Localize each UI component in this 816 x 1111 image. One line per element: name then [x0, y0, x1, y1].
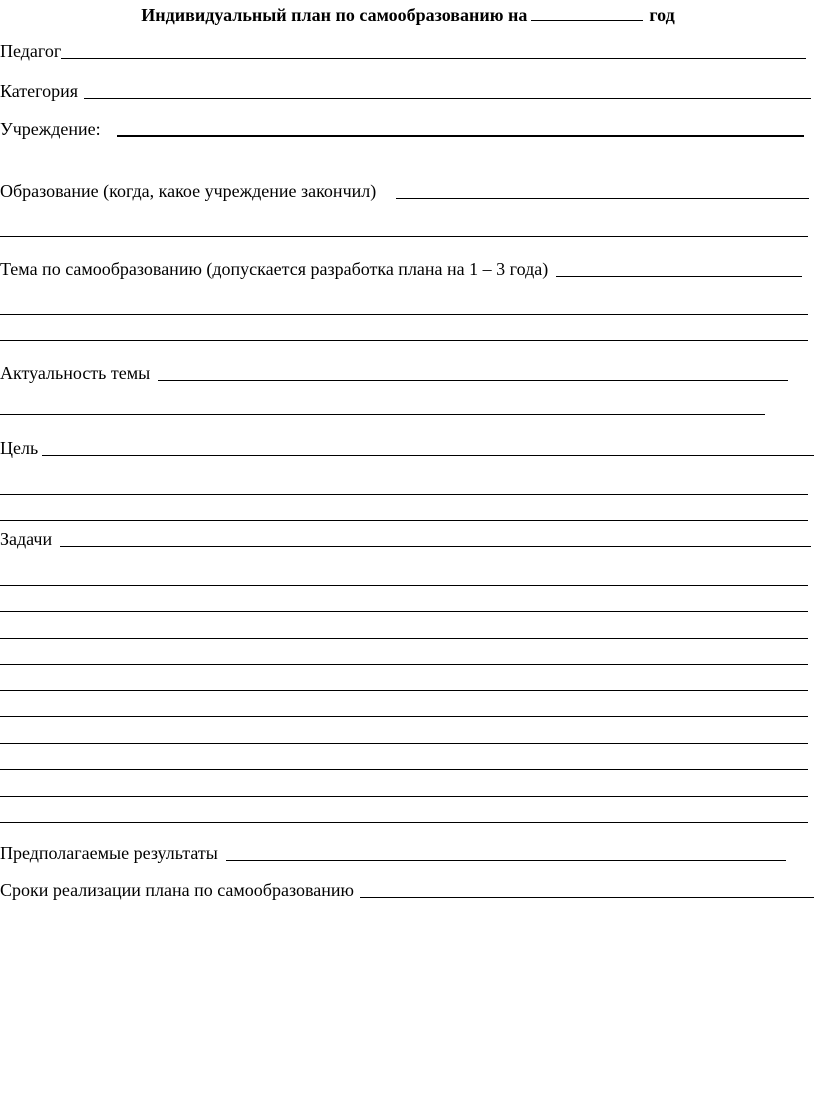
education-blank[interactable] [396, 198, 809, 199]
deadlines-row [0, 879, 814, 901]
category-row [0, 80, 811, 102]
goal-label: Цель [0, 438, 39, 458]
institution-label: Учреждение: [0, 119, 101, 139]
teacher-label: Педагог [0, 41, 62, 61]
tasks-row [0, 528, 811, 550]
tasks-blank-line-7[interactable] [0, 716, 808, 717]
institution-blank[interactable] [117, 135, 804, 137]
education-blank-line-2[interactable] [0, 236, 808, 237]
goal-blank[interactable] [42, 455, 814, 456]
education-label: Образование (когда, какое учреждение закончил) [0, 181, 377, 201]
category-blank[interactable] [84, 98, 811, 99]
tasks-blank-line-5[interactable] [0, 664, 808, 665]
relevance-blank-line-2[interactable] [0, 414, 765, 415]
tasks-label: Задачи [0, 529, 53, 549]
tasks-blank-line-6[interactable] [0, 690, 808, 691]
tasks-blank-line-9[interactable] [0, 769, 808, 770]
teacher-blank[interactable] [61, 58, 806, 59]
topic-blank-line-2[interactable] [0, 314, 808, 315]
tasks-blank-line-2[interactable] [0, 585, 808, 586]
goal-row [0, 437, 814, 459]
expected-results-blank[interactable] [226, 860, 786, 861]
topic-row [0, 258, 802, 280]
expected-results-row [0, 842, 786, 864]
title-year-word: год [649, 5, 675, 25]
expected-results-label: Предполагаемые результаты [0, 843, 218, 863]
relevance-row [0, 362, 788, 384]
tasks-blank-line-8[interactable] [0, 743, 808, 744]
tasks-blank-line-4[interactable] [0, 638, 808, 639]
title-text: Индивидуальный план по самообразованию на [141, 5, 528, 25]
topic-blank[interactable] [556, 276, 802, 277]
deadlines-label: Сроки реализации плана по самообразованию [0, 880, 354, 900]
year-blank[interactable] [531, 19, 643, 21]
education-row [0, 180, 809, 202]
institution-row [0, 118, 804, 140]
goal-blank-line-3[interactable] [0, 520, 808, 521]
relevance-blank[interactable] [158, 380, 788, 381]
goal-blank-line-2[interactable] [0, 494, 808, 495]
tasks-blank[interactable] [60, 546, 811, 547]
tasks-blank-line-11[interactable] [0, 822, 808, 823]
tasks-blank-line-10[interactable] [0, 796, 808, 797]
category-label: Категория [0, 81, 78, 101]
tasks-blank-line-3[interactable] [0, 611, 808, 612]
teacher-row [0, 40, 806, 62]
relevance-label: Актуальность темы [0, 363, 151, 383]
deadlines-blank[interactable] [360, 897, 814, 898]
topic-blank-line-3[interactable] [0, 340, 808, 341]
topic-label: Тема по самообразованию (допускается разработка плана на 1 – 3 года) [0, 259, 549, 279]
document-title [0, 4, 816, 26]
